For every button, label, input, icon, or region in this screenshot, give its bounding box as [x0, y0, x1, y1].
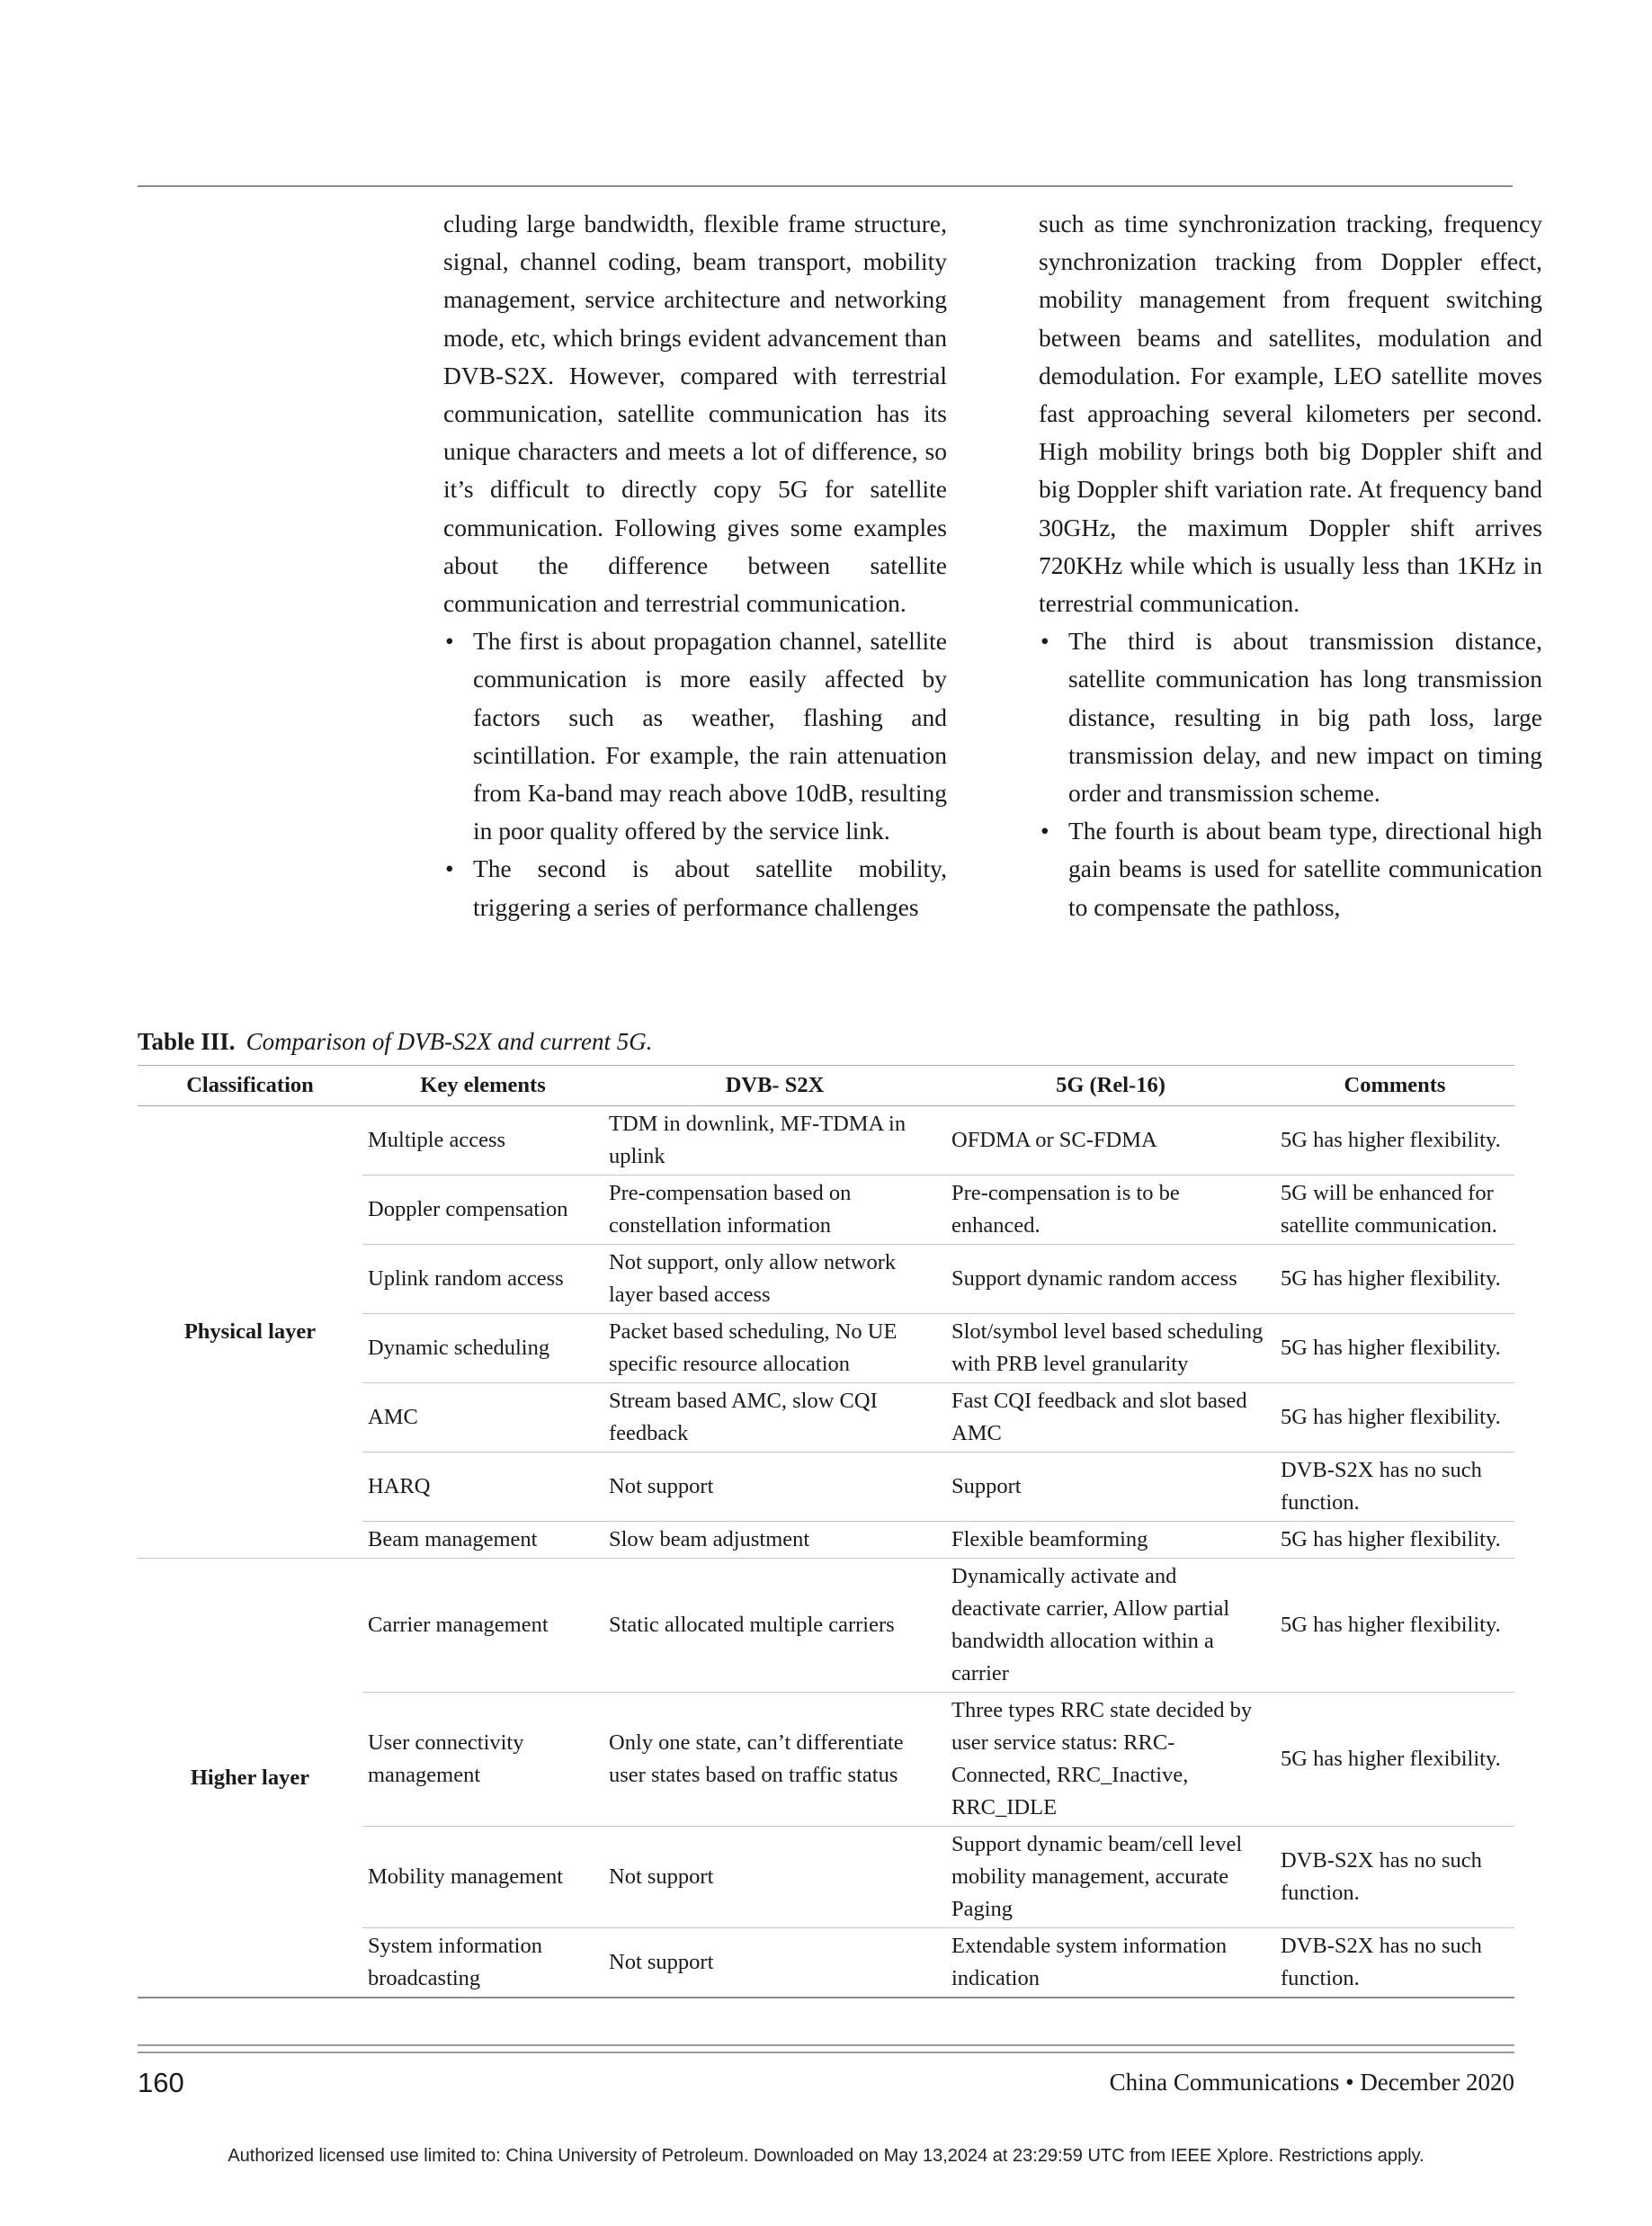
table-cell: Pre-compensation based on constellation information: [603, 1176, 946, 1245]
table-cell: DVB-S2X has no such function.: [1275, 1928, 1514, 1998]
bullet-list: [1039, 622, 1542, 926]
footer-rule: [138, 2044, 1514, 2053]
bullet-item: • The second is about satellite mobility, triggering a series of performance challenges: [443, 850, 947, 925]
table-cell: Static allocated multiple carriers: [603, 1559, 946, 1693]
paragraph: such as time synchronization tracking, frequency synchronization tracking from Doppler effect, mobility management from frequent switching between beams and satellites, modulation and demodulation. For example, LEO satellite moves fast approaching several kilometers per second. High mobility brings both big Doppler shift and big Doppler shift variation rate. At frequency band 30GHz, the maximum Doppler shift arrives 720KHz while which is usually less than 1KHz in terrestrial communication.: [1039, 210, 1542, 618]
table-cell: Flexible beamforming: [946, 1522, 1275, 1559]
column-header: Key elements: [362, 1066, 603, 1106]
table-cell: 5G has higher flexibility.: [1275, 1383, 1514, 1453]
table-cell: System information broadcasting: [362, 1928, 603, 1998]
table-cell: Support: [946, 1453, 1275, 1522]
table-cell: Dynamic scheduling: [362, 1314, 603, 1383]
table-row: [138, 1559, 1514, 1693]
group-label-higher-layer: Higher layer: [138, 1559, 362, 1998]
table-cell: Carrier management: [362, 1559, 603, 1693]
table-cell: AMC: [362, 1383, 603, 1453]
table-cell: Three types RRC state decided by user service status: RRC-Connected, RRC_Inactive, RRC_IDLE: [946, 1693, 1275, 1827]
table-cell: Support dynamic random access: [946, 1245, 1275, 1314]
table-row: [138, 1106, 1514, 1176]
paragraph: cluding large bandwidth, flexible frame structure, signal, channel coding, beam transport, mobility management, service architecture and networking mode, etc, which brings evident advancement than DVB-S2X. However, compared with terrestrial communication, satellite communication has its unique characters and meets a lot of difference, so it’s difficult to directly copy 5G for satellite communication. Following gives some examples about the difference between satellite communication and terrestrial communication.: [443, 210, 947, 618]
bullet-item: • The first is about propagation channel, satellite communication is more easily affected by factors such as weather, flashing and scintillation. For example, the rain attenuation from Ka-band may reach above 10dB, resulting in poor quality offered by the service link.: [443, 622, 947, 850]
page-number: 160: [138, 2067, 184, 2098]
column-header: Comments: [1275, 1066, 1514, 1106]
table-cell: Dynamically activate and deactivate carrier, Allow partial bandwidth allocation within a carrier: [946, 1559, 1275, 1693]
table-cell: Mobility management: [362, 1827, 603, 1928]
table-label: Table III.: [138, 1028, 236, 1055]
table-cell: Not support: [603, 1453, 946, 1522]
table-header-row: [138, 1066, 1514, 1106]
table-cell: Uplink random access: [362, 1245, 603, 1314]
table-cell: 5G has higher flexibility.: [1275, 1693, 1514, 1827]
table-cell: TDM in downlink, MF-TDMA in uplink: [603, 1106, 946, 1176]
bullet-list: [443, 622, 947, 926]
bullet-item: • The fourth is about beam type, directional high gain beams is used for satellite communication to compensate the pathloss,: [1039, 812, 1542, 926]
table-cell: Not support: [603, 1827, 946, 1928]
table-cell: User connectivity management: [362, 1693, 603, 1827]
comparison-table: [138, 1065, 1514, 1998]
table-cell: Not support, only allow network layer based access: [603, 1245, 946, 1314]
table-cell: OFDMA or SC-FDMA: [946, 1106, 1275, 1176]
table-cell: 5G has higher flexibility.: [1275, 1314, 1514, 1383]
table-cell: Beam management: [362, 1522, 603, 1559]
table-cell: Only one state, can’t differentiate user states based on traffic status: [603, 1693, 946, 1827]
table-cell: 5G has higher flexibility.: [1275, 1559, 1514, 1693]
table-cell: Multiple access: [362, 1106, 603, 1176]
column-header: 5G (Rel-16): [946, 1066, 1275, 1106]
column-header: Classification: [138, 1066, 362, 1106]
table-caption-text: Comparison of DVB-S2X and current 5G.: [246, 1028, 653, 1055]
header-rule: [138, 185, 1513, 187]
table-cell: Not support: [603, 1928, 946, 1998]
left-column: [443, 205, 947, 926]
table-cell: Packet based scheduling, No UE specific resource allocation: [603, 1314, 946, 1383]
table-cell: Extendable system information indication: [946, 1928, 1275, 1998]
license-notice: Authorized licensed use limited to: China University of Petroleum. Downloaded on May 13,2024 at 23:29:59 UTC from IEEE Xplore. Restrictions apply.: [228, 2146, 1424, 2166]
table-cell: Support dynamic beam/cell level mobility management, accurate Paging: [946, 1827, 1275, 1928]
table-cell: DVB-S2X has no such function.: [1275, 1453, 1514, 1522]
table-cell: 5G will be enhanced for satellite communication.: [1275, 1176, 1514, 1245]
journal-name: China Communications • December 2020: [1109, 2069, 1514, 2096]
table-cell: HARQ: [362, 1453, 603, 1522]
table-cell: 5G has higher flexibility.: [1275, 1245, 1514, 1314]
table-cell: Slow beam adjustment: [603, 1522, 946, 1559]
table-cell: 5G has higher flexibility.: [1275, 1106, 1514, 1176]
table-cell: Stream based AMC, slow CQI feedback: [603, 1383, 946, 1453]
right-column: [1039, 205, 1542, 926]
table-cell: Fast CQI feedback and slot based AMC: [946, 1383, 1275, 1453]
table-cell: Doppler compensation: [362, 1176, 603, 1245]
bullet-item: • The third is about transmission distance, satellite communication has long transmission distance, resulting in big path loss, large transmission delay, and new impact on timing order and transmission scheme.: [1039, 622, 1542, 812]
column-header: DVB- S2X: [603, 1066, 946, 1106]
table-cell: Slot/symbol level based scheduling with PRB level granularity: [946, 1314, 1275, 1383]
table-cell: 5G has higher flexibility.: [1275, 1522, 1514, 1559]
table-caption: [138, 1028, 653, 1056]
table-cell: DVB-S2X has no such function.: [1275, 1827, 1514, 1928]
table-cell: Pre-compensation is to be enhanced.: [946, 1176, 1275, 1245]
group-label-physical-layer: Physical layer: [138, 1106, 362, 1559]
